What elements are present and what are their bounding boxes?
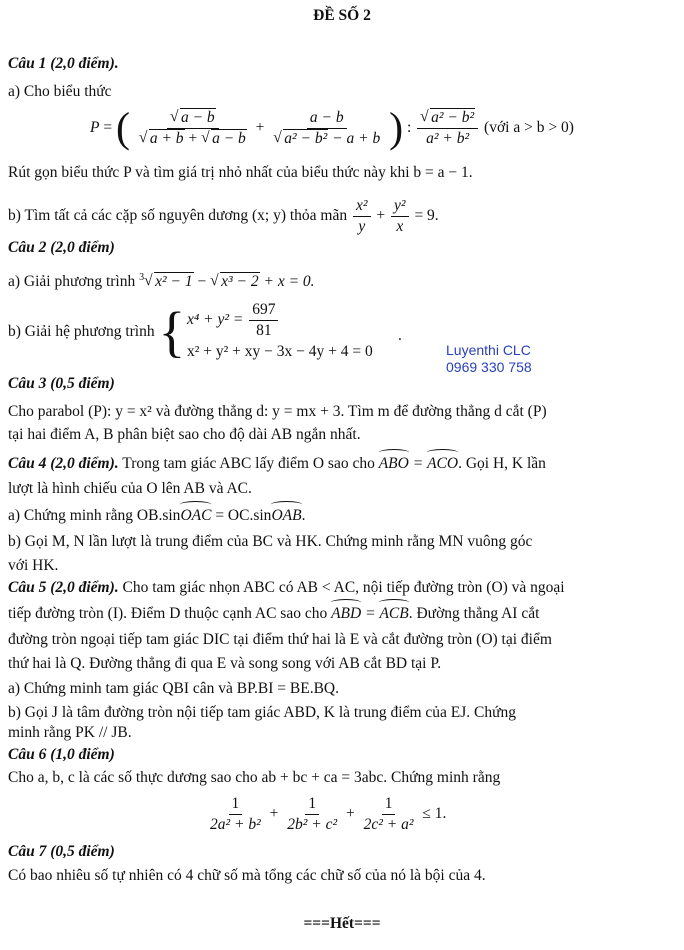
- q4-line2: lượt là hình chiếu của O lên AB và AC.: [8, 480, 252, 497]
- q6-line1: Cho a, b, c là các số thực dương sao cho ab + bc + ca = 3abc. Chứng minh rằng: [8, 769, 501, 786]
- q3-line1: Cho parabol (P): y = x² và đường thẳng d: y = mx + 3. Tìm m để đường thẳng d cắt (P): [8, 403, 547, 420]
- q2-system-period: .: [398, 327, 402, 344]
- q2-a: a) Giải phương trình $^3$√ x² − 1 − √ x³ − 2 + x = 0.: [8, 268, 315, 292]
- q5-line2: tiếp đường tròn (I). Điểm D thuộc cạnh AC sao cho ABD = ACB. Đường thẳng AI cắt: [8, 605, 540, 622]
- q3-line2: tại hai điểm A, B phân biệt sao cho độ dài AB ngắn nhất.: [8, 426, 361, 443]
- q5-line4: thứ hai là Q. Đường thẳng đi qua E và song song với AB cắt BD tại P.: [8, 655, 442, 672]
- q1-a-intro: a) Cho biểu thức: [8, 83, 112, 100]
- q5-a: a) Chứng minh tam giác QBI cân và BP.BI = BE.BQ.: [8, 680, 339, 697]
- stamp-line2: 0969 330 758: [446, 359, 532, 375]
- q1-b: b) Tìm tất cả các cặp số nguyên dương (x; y) thỏa mãn $\frac{\text{x²}}{y}$ + $\frac{\text{y²}}{x}$ = 9.: [8, 196, 439, 235]
- q5-b-line1: b) Gọi J là tâm đường tròn nội tiếp tam giác ABD, K là trung điểm của EJ. Chứng: [8, 704, 517, 721]
- q4-b-line2: với HK.: [8, 557, 59, 574]
- q7-line1: Có bao nhiêu số tự nhiên có 4 chữ số mà tổng các chữ số của nó là bội của 4.: [8, 867, 486, 884]
- q1-condition: (với a > b > 0): [484, 119, 574, 136]
- q5-line1: Câu 5 (2,0 điểm). Cho tam giác nhọn ABC có AB < AC, nội tiếp đường tròn (O) và ngoại: [8, 579, 565, 596]
- footer-end: ===Hết===: [303, 915, 381, 932]
- stamp-line1: Luyenthi CLC: [446, 342, 531, 358]
- q5-line3: đường tròn ngoại tiếp tam giác DIC tại điểm thứ hai là E và cắt đường tròn (O) tại điểm: [8, 631, 552, 648]
- q6-heading: Câu 6 (1,0 điểm): [8, 746, 115, 763]
- q2-system-bottom: x² + y² + xy − 3x − 4y + 4 = 0: [187, 343, 373, 360]
- q2-heading: Câu 2 (2,0 điểm): [8, 239, 115, 256]
- q1-heading: Câu 1 (2,0 điểm).: [8, 55, 119, 72]
- q2-b: b) Giải hệ phương trình {: [8, 301, 186, 364]
- q2-system-top: x⁴ + y² = $\frac{697}{81}$: [187, 300, 280, 340]
- q7-heading: Câu 7 (0,5 điểm): [8, 843, 115, 860]
- q4-b-line1: b) Gọi M, N lần lượt là trung điểm của BC và HK. Chứng minh rằng MN vuông góc: [8, 533, 533, 550]
- page-title: ĐỀ SỐ 2: [313, 7, 371, 24]
- q1-expression: P = ( √ a − b √ a + b + √ a − b + a − b √ a² − b² − a + b ) : √ $\frac{\text{a² − b²}}{\text{a² + b²}}$ (với a > b > 0): [90, 104, 574, 152]
- q1-a-task: Rút gọn biểu thức P và tìm giá trị nhỏ nhất của biểu thức này khi b = a − 1.: [8, 164, 473, 181]
- q4-a: a) Chứng minh rằng OB.sinOAC = OC.sinOAB.: [8, 507, 306, 524]
- q3-heading: Câu 3 (0,5 điểm): [8, 375, 115, 392]
- q5-b-line2: minh rằng PK // JB.: [8, 724, 132, 741]
- q4-line1: Câu 4 (2,0 điểm). Trong tam giác ABC lấy điểm O sao cho ABO = ACO. Gọi H, K lần: [8, 455, 546, 472]
- q6-inequality: $\frac{1}{\text{2a² + b²}}$ + $\frac{1}{\text{2b² + c²}}$ + $\frac{1}{\text{2c² + a²}}$ ≤ 1.: [210, 794, 447, 833]
